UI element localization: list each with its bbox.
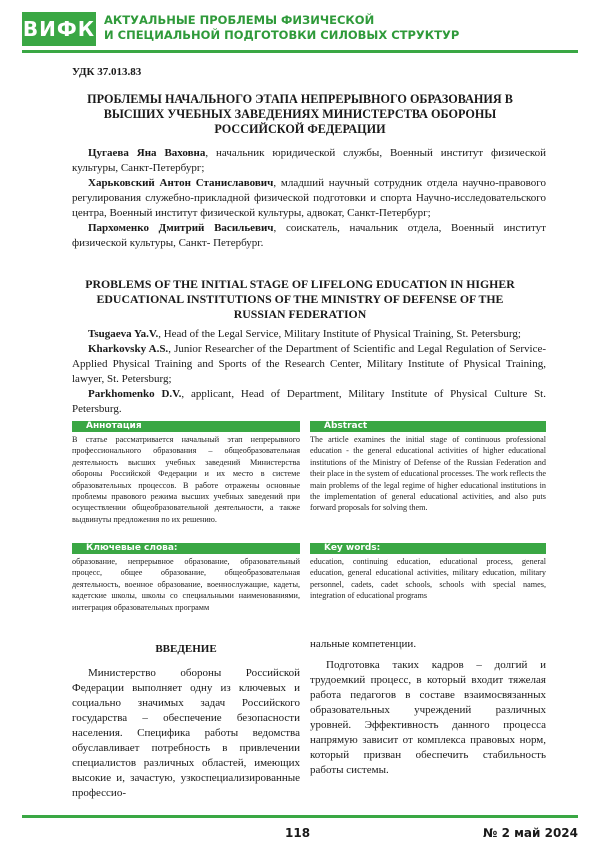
annotation-label: Аннотация [72, 421, 300, 432]
abstract-label: Abstract [310, 421, 546, 432]
journal-header [22, 12, 578, 48]
authors-en [72, 327, 546, 417]
author-name: Харьковский Антон Станиславович [88, 177, 274, 189]
author-name: Tsugaeva Ya.V. [88, 328, 159, 340]
keywords-en-text: education, continuing education, educational process, general education, general educational activities, military education, military personnel, cadets, cadet schools, schools with special names, integration of educational programs [310, 557, 546, 601]
authors-ru [72, 146, 546, 251]
article-title-ru: ПРОБЛЕМЫ НАЧАЛЬНОГО ЭТАПА НЕПРЕРЫВНОГО ОБРАЗОВАНИЯ В ВЫСШИХ УЧЕБНЫХ ЗАВЕДЕНИЯХ МИНИСТЕРСТВА ОБОРОНЫ РОССИЙСКОЙ ФЕДЕРАЦИИ [87, 92, 513, 136]
intro-left-column: Министерство обороны Российской Федерации выполняет одну из ключевых и социально значимых задач Российского государства – обеспечение безопасности населения. Специфика работы ведомства обуславливает потребность в привлечении специалистов различных областей, имеющих высокие и, зачастую, узкоспециализированные профессио- [72, 667, 300, 799]
author-ru-2 [72, 176, 546, 221]
footer-rule [22, 815, 578, 818]
section-heading-intro: ВВЕДЕНИЕ [155, 643, 217, 655]
author-name: Пархоменко Дмитрий Васильевич [88, 222, 274, 234]
journal-logo: ВИФК [22, 12, 96, 46]
header-rule [22, 50, 578, 53]
journal-title [104, 13, 459, 43]
author-name: Kharkovsky A.S. [88, 343, 169, 355]
annotation-text: В статье рассматривается начальный этап непрерывного профессионального образования – общеобразовательная деятельность высших учебных заведений Министерства обороны Российской Федерации и их место в системе образовательных процессов. В работе отражены основные проблемы правового режима высших учебных заведений при осуществлении общеобразовательной деятельности, а также выдвинуты предложения по их решению. [72, 435, 300, 524]
author-details: , Head of the Legal Service, Military Institute of Physical Training, St. Petersburg; [158, 328, 521, 340]
author-ru-3 [72, 221, 546, 251]
page-number: 118 [285, 826, 311, 840]
udk-code: УДК 37.013.83 [72, 66, 142, 78]
author-name: Parkhomenko D.V. [88, 388, 182, 400]
author-en-3 [72, 387, 546, 417]
journal-title-line1: АКТУАЛЬНЫЕ ПРОБЛЕМЫ ФИЗИЧЕСКОЙ [104, 13, 375, 27]
author-details: , applicant, Head of Department, Military Institute of Physical Culture St. Petersburg. [72, 388, 546, 415]
journal-title-line2: И СПЕЦИАЛЬНОЙ ПОДГОТОВКИ СИЛОВЫХ СТРУКТУР [104, 28, 460, 42]
intro-right-paragraph-1: нальные компетенции. [310, 638, 417, 650]
keywords-ru-label: Ключевые слова: [72, 543, 300, 554]
author-details: , начальник юридической службы, Военный институт физической культуры, Санкт-Петербург; [72, 147, 546, 174]
intro-right-column [310, 637, 546, 778]
author-details: , младший научный сотрудник отдела научно-правового регулирования служебно-прикладной физической подготовки и спорта Научно-исследовательского центра, Военный институт физической культуры, адвокат, Санкт-Петербург; [72, 177, 546, 219]
keywords-ru-text: образование, непрерывное образование, образовательный процесс, общее образование, общеобразовательная деятельность, военное образование, военнослужащие, кадеты, кадетские школы, школы со специальными наименованиями, интеграция образовательных программ [72, 557, 300, 612]
author-name: Цугаева Яна Ваховна [88, 147, 206, 159]
abstract-text: The article examines the initial stage of continuous professional education - the general educational activities of higher educational institutions of the Ministry of Defense of the Russian Federation and their place in the system of educational processes. The work reflects the main problems of the legal regime of higher educational institutions in the implementation of general educational activities, and also puts forward proposals for solving them. [310, 435, 546, 513]
author-details: , соискатель, начальник отдела, Военный институт физической культуры, Санкт- Петербург. [72, 222, 546, 249]
author-ru-1 [72, 146, 546, 176]
keywords-en-label: Key words: [310, 543, 546, 554]
issue-label: № 2 май 2024 [482, 826, 578, 840]
author-details: , Junior Researcher of the Department of Scientific and Legal Regulation of Service-Applied Physical Training and Sports of the Research Center, Military Institute of Physical Training, lawyer, St. Petersburg; [72, 343, 546, 385]
author-en-1 [72, 327, 546, 342]
intro-right-paragraph-2: Подготовка таких кадров – долгий и трудоемкий процесс, в который входит тяжелая работа педагогов в составе взаимосвязанных образовательных учреждений различных уровней. Эффективность данного процесса напрямую зависит от комплекса правовых норм, который призван обеспечить стабильность работы системы. [310, 659, 546, 776]
article-title-en: PROBLEMS OF THE INITIAL STAGE OF LIFELONG EDUCATION IN HIGHER EDUCATIONAL INSTITUTIONS OF THE MINISTRY OF DEFENSE OF THE RUSSIAN FEDERATION [85, 277, 515, 321]
author-en-2 [72, 342, 546, 387]
